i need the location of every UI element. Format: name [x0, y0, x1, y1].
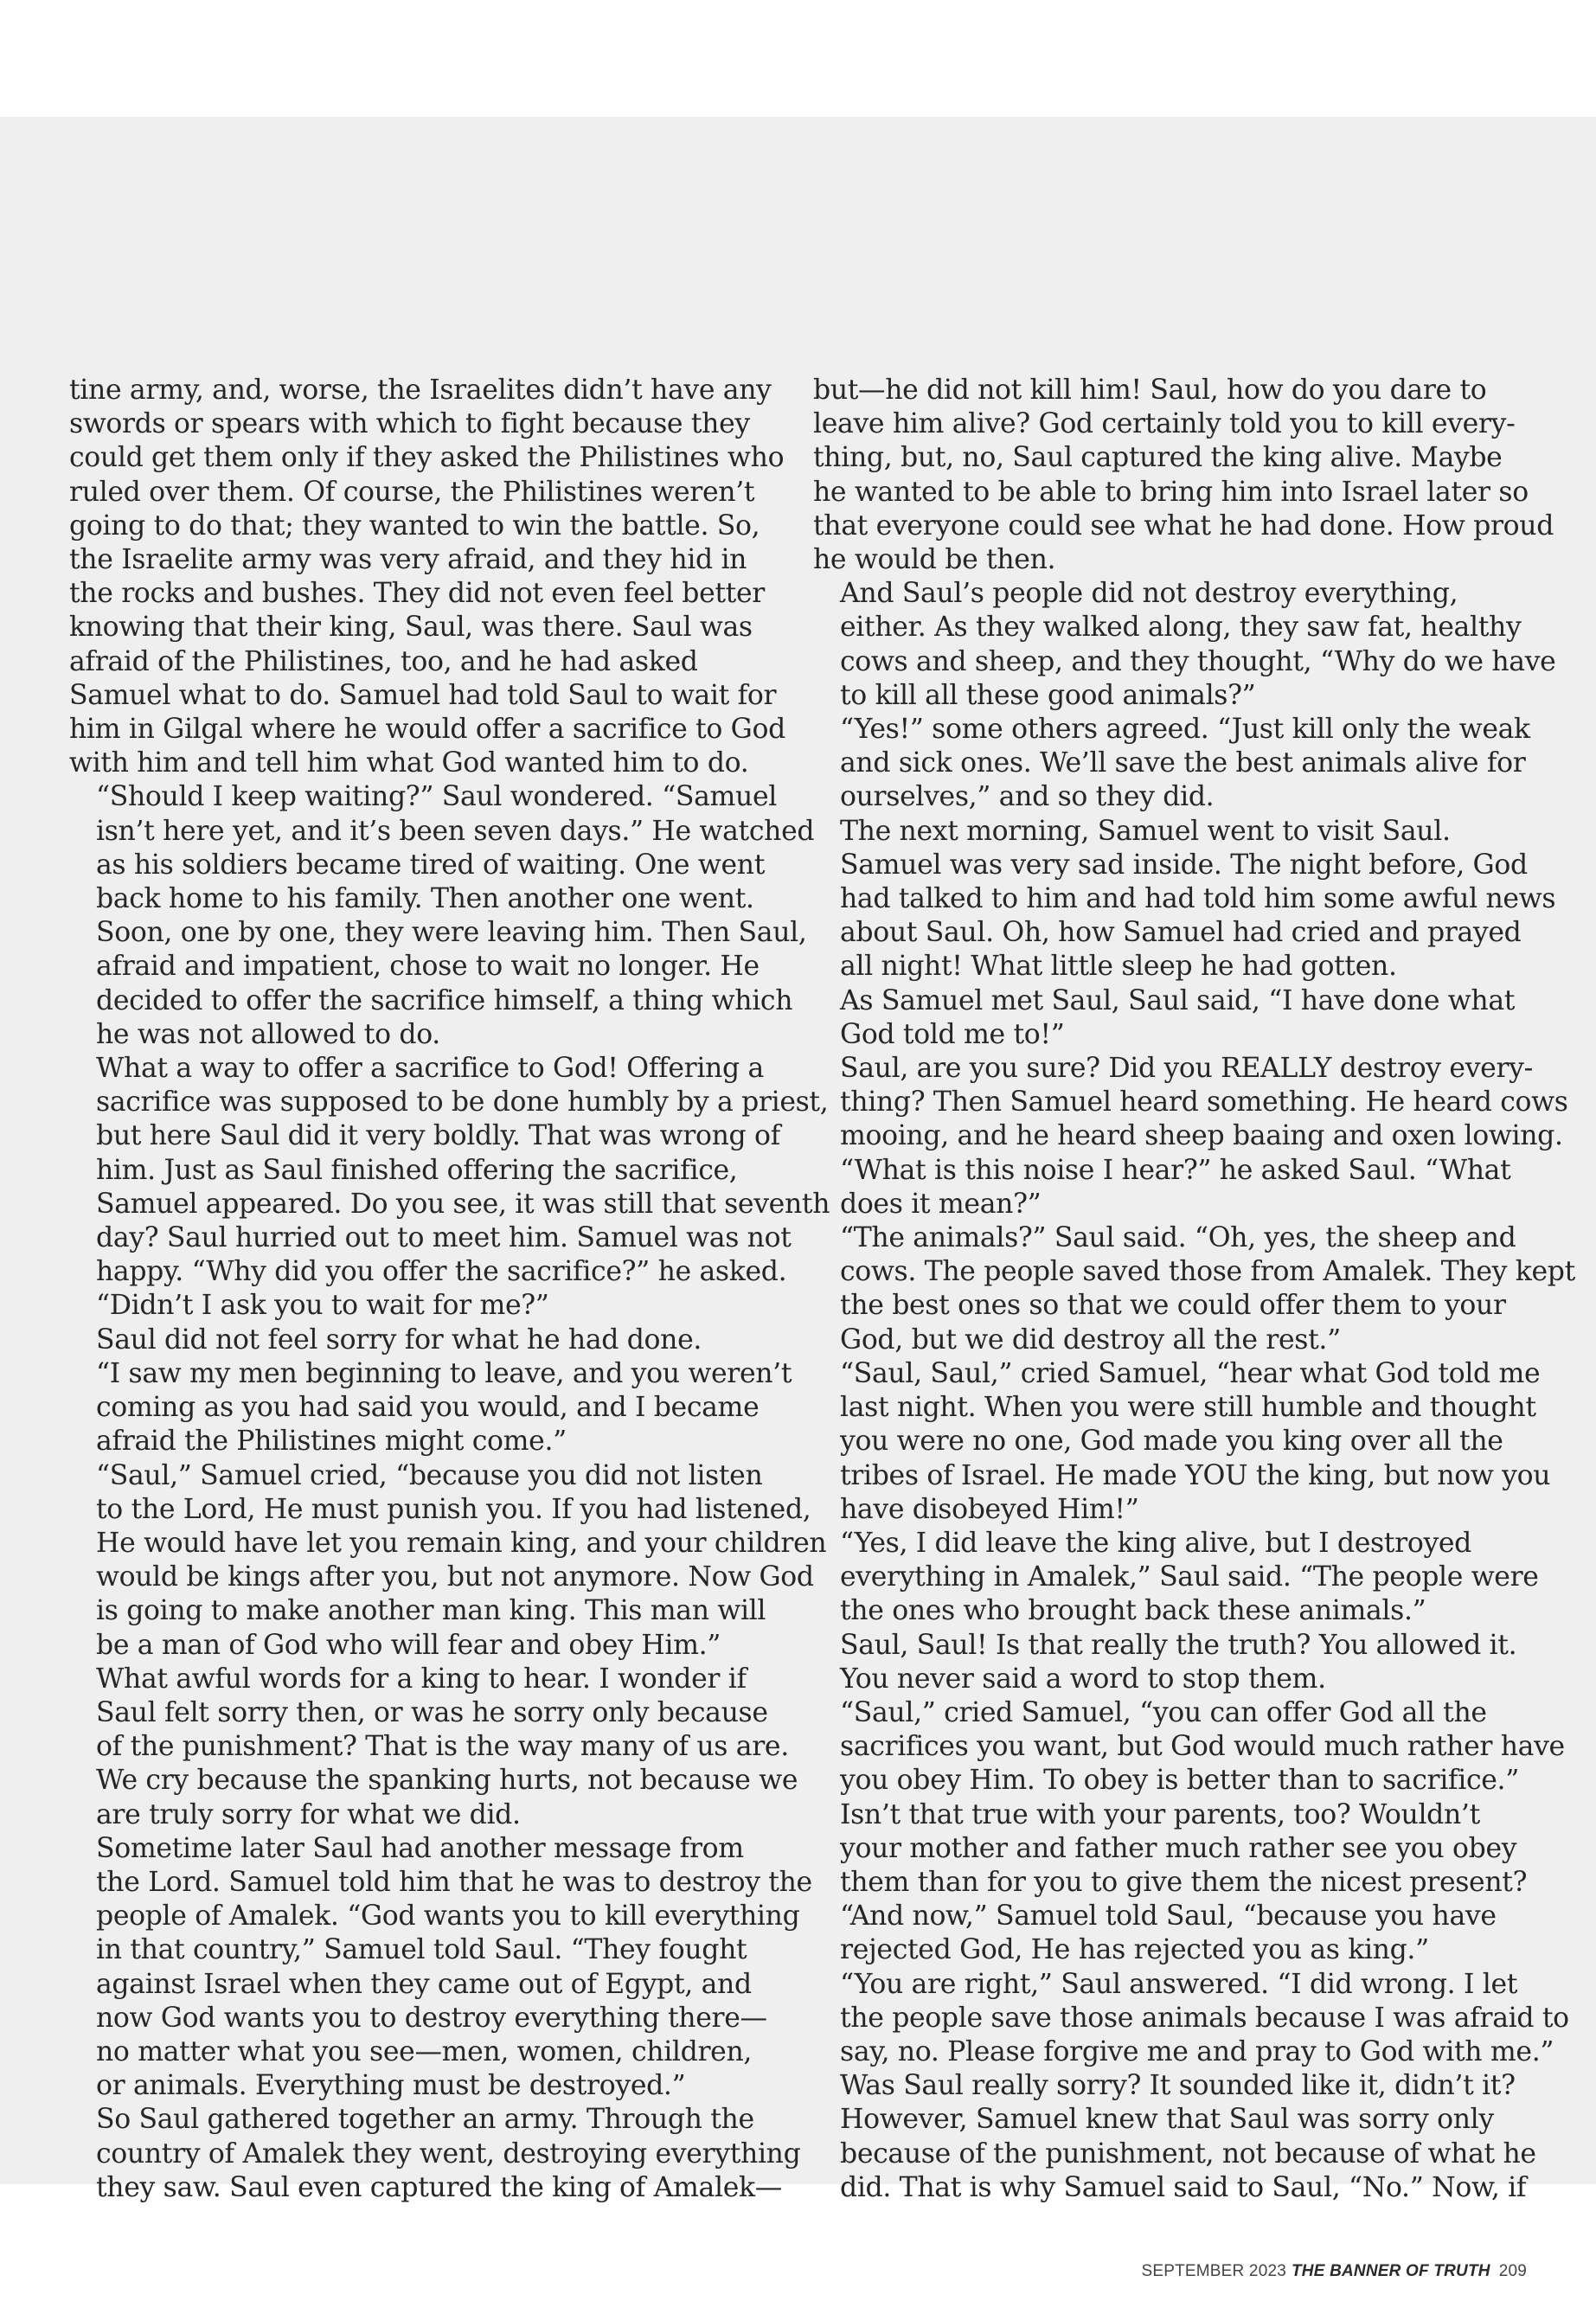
text-line: “Should I keep waiting?” Saul wondered. “Samuel [96, 781, 778, 813]
text-line: no matter what you see—men, women, children, [96, 2035, 753, 2067]
text-line: Was Saul really sorry? It sounded like it, didn’t it? [840, 2070, 1516, 2102]
text-line: And Saul’s people did not destroy everything, [840, 578, 1458, 610]
text-line: them than for you to give them the nicest present? [840, 1866, 1528, 1898]
text-line: Samuel was very sad inside. The night before, God [840, 849, 1528, 881]
page-footer [1141, 2262, 1527, 2281]
text-line: is going to make another man king. This man will [96, 1595, 766, 1627]
text-line: him in Gilgal where he would offer a sacrifice to God [69, 714, 785, 746]
text-line: happy. “Why did you offer the sacrifice?” he asked. [96, 1256, 787, 1288]
text-line: Isn’t that true with your parents, too? Wouldn’t [840, 1798, 1480, 1830]
article-paragraph [813, 1900, 1518, 1967]
text-line: now God wants you to destroy everything there— [96, 2002, 767, 2034]
text-line: afraid of the Philistines, too, and he had asked [69, 645, 698, 677]
text-line: of the punishment? That is the way many of us are. [96, 1731, 789, 1763]
article-paragraph [69, 1324, 792, 1459]
text-line: are truly sorry for what we did. [96, 1798, 521, 1830]
text-line: So Saul gathered together an army. Through the [96, 2104, 754, 2136]
text-line: leave him alive? God certainly told you to kill every- [813, 408, 1516, 440]
text-line: in that country,” Samuel told Saul. “They fought [96, 1934, 747, 1966]
text-line: that everyone could see what he had done. How proud [813, 510, 1554, 542]
text-line: the rocks and bushes. They did not even feel better [69, 578, 765, 610]
text-line: would be kings after you, but not anymore. Now God [96, 1561, 814, 1593]
text-line: cows. The people saved those from Amalek. They kept [840, 1256, 1575, 1288]
text-line: coming as you had said you would, and I became [96, 1392, 760, 1424]
text-line: or animals. Everything must be destroyed.” [96, 2070, 686, 2102]
text-line: “You are right,” Saul answered. “I did wrong. I let [840, 1968, 1518, 2000]
article-paragraph [813, 1221, 1575, 1357]
text-line: say, no. Please forgive me and pray to God with me.” [840, 2035, 1554, 2067]
text-line: country of Amalek they went, destroying everything [96, 2138, 801, 2170]
text-line: he wanted to be able to bring him into Israel later so [813, 476, 1529, 508]
article-paragraph [69, 2103, 801, 2205]
text-line: the Israelite army was very afraid, and they hid in [69, 544, 747, 576]
text-line: all night! What little sleep he had gotten. [840, 951, 1397, 983]
text-line: sacrifice was supposed to be done humbly by a priest, [96, 1086, 829, 1118]
text-line: ourselves,” and so they did. [840, 781, 1215, 813]
text-line: but—he did not kill him! Saul, how do you dare to [813, 375, 1487, 406]
article-paragraph [69, 780, 815, 1052]
article-paragraph [69, 374, 785, 780]
article-paragraph [813, 1798, 1528, 1900]
text-line: everything in Amalek,” Saul said. “The people were [840, 1561, 1539, 1593]
article-paragraph [813, 713, 1530, 815]
text-line: Samuel appeared. Do you see, it was still that seventh [96, 1188, 830, 1220]
text-line: had talked to him and had told him some awful news [840, 883, 1556, 915]
text-line: does it mean?” [840, 1188, 1042, 1220]
article-paragraph [813, 1629, 1518, 1696]
text-line: “Saul, Saul,” cried Samuel, “hear what God told me [840, 1357, 1541, 1389]
text-line: You never said a word to stop them. [840, 1663, 1326, 1695]
article-paragraph [69, 1052, 830, 1324]
text-line: afraid and impatient, chose to wait no longer. He [96, 951, 760, 983]
text-line: the Lord. Samuel told him that he was to destroy the [96, 1866, 812, 1898]
text-line: as his soldiers became tired of waiting. One went [96, 849, 766, 881]
text-line: did. That is why Samuel said to Saul, “No.” Now, if [840, 2171, 1527, 2203]
text-line: “I saw my men beginning to leave, and you weren’t [96, 1357, 792, 1389]
text-line: the people save those animals because I was afraid to [840, 2002, 1569, 2034]
text-line: he was not allowed to do. [96, 1018, 440, 1050]
text-line: What awful words for a king to hear. I wonder if [96, 1663, 747, 1695]
text-line: “What is this noise I hear?” he asked Saul. “What [840, 1154, 1511, 1186]
text-line: Soon, one by one, they were leaving him. Then Saul, [96, 917, 807, 949]
text-line: be a man of God who will fear and obey Him.” [96, 1629, 721, 1661]
text-line: However, Samuel knew that Saul was sorry only [840, 2104, 1494, 2136]
article-column-right [813, 374, 1575, 2205]
text-line: people of Amalek. “God wants you to kill everything [96, 1900, 800, 1932]
text-line: “The animals?” Saul said. “Oh, yes, the sheep and [840, 1222, 1516, 1254]
text-line: ruled over them. Of course, the Philistines weren’t [69, 476, 755, 508]
text-line: but here Saul did it very boldly. That was wrong of [96, 1120, 780, 1152]
text-line: with him and tell him what God wanted him to do. [69, 747, 749, 779]
text-line: could get them only if they asked the Philistines who [69, 442, 785, 474]
article-paragraph [813, 1968, 1569, 2070]
page-number: 209 [1498, 2262, 1527, 2280]
article-paragraph [69, 1459, 827, 1663]
article-paragraph [813, 1357, 1551, 1527]
text-line: “Yes, I did leave the king alive, but I destroyed [840, 1527, 1471, 1559]
text-line: to kill all these good animals?” [840, 679, 1256, 711]
text-line: What a way to offer a sacrifice to God! Offering a [96, 1053, 764, 1085]
text-line: tribes of Israel. He made YOU the king, but now you [840, 1459, 1551, 1491]
article-paragraph [813, 1052, 1568, 1154]
text-line: either. As they walked along, they saw fat, healthy [840, 612, 1522, 644]
text-line: rejected God, He has rejected you as king.” [840, 1934, 1429, 1966]
text-line: tine army, and, worse, the Israelites didn’t have any [69, 375, 772, 406]
text-line: Saul, are you sure? Did you REALLY destroy every- [840, 1053, 1533, 1085]
magazine-title: THE BANNER OF TRUTH [1292, 2262, 1490, 2280]
text-line: your mother and father much rather see you obey [840, 1832, 1517, 1864]
text-line: As Samuel met Saul, Saul said, “I have done what [840, 984, 1516, 1016]
text-line: he would be then. [813, 544, 1056, 576]
article-paragraph [69, 1832, 812, 2104]
text-line: Samuel what to do. Samuel had told Saul to wait for [69, 679, 777, 711]
text-line: against Israel when they came out of Egypt, and [96, 1968, 752, 2000]
text-line: Saul, Saul! Is that really the truth? You allowed it. [840, 1629, 1517, 1661]
text-line: going to do that; they wanted to win the battle. So, [69, 510, 760, 542]
text-line: “Yes!” some others agreed. “Just kill only the weak [840, 714, 1530, 746]
text-line: cows and sheep, and they thought, “Why do we have [840, 645, 1556, 677]
text-line: have disobeyed Him!” [840, 1493, 1139, 1525]
article-paragraph [813, 1696, 1565, 1798]
text-line: “Didn’t I ask you to wait for me?” [96, 1290, 549, 1322]
text-line: swords or spears with which to fight because they [69, 408, 750, 440]
text-line: back home to his family. Then another one went. [96, 883, 754, 915]
text-line: you obey Him. To obey is better than to sacrifice.” [840, 1765, 1519, 1797]
article-column-left [69, 374, 830, 2205]
article-paragraph [813, 374, 1554, 577]
text-line: knowing that their king, Saul, was there. Saul was [69, 612, 753, 644]
text-line: day? Saul hurried out to meet him. Samuel was not [96, 1222, 792, 1254]
text-line: you were no one, God made you king over all the [840, 1426, 1503, 1458]
text-line: He would have let you remain king, and your children [96, 1527, 827, 1559]
text-line: last night. When you were still humble and thought [840, 1392, 1536, 1424]
article-paragraph [69, 1663, 798, 1832]
text-line: the best ones so that we could offer them to your [840, 1290, 1506, 1322]
issue-date: SEPTEMBER 2023 [1141, 2262, 1286, 2280]
text-line: the ones who brought back these animals.” [840, 1595, 1426, 1627]
text-line: they saw. Saul even captured the king of Amalek— [96, 2171, 782, 2203]
text-line: Sometime later Saul had another message from [96, 1832, 744, 1864]
text-line: because of the punishment, not because of what he [840, 2138, 1536, 2170]
text-line: sacrifices you want, but God would much rather have [840, 1731, 1565, 1763]
text-line: thing, but, no, Saul captured the king alive. Maybe [813, 442, 1503, 474]
text-line: mooing, and he heard sheep baaing and oxen lowing. [840, 1120, 1563, 1152]
text-line: The next morning, Samuel went to visit Saul. [840, 815, 1451, 847]
text-line: God, but we did destroy all the rest.” [840, 1324, 1341, 1356]
article-paragraph [813, 2069, 1536, 2205]
text-line: God told me to!” [840, 1018, 1065, 1050]
article-paragraph [813, 1154, 1518, 1221]
article-paragraph [813, 577, 1556, 713]
text-line: We cry because the spanking hurts, not because we [96, 1765, 798, 1797]
text-line: and sick ones. We’ll save the best animals alive for [840, 747, 1526, 779]
text-line: Saul did not feel sorry for what he had done. [96, 1324, 702, 1356]
text-line: decided to offer the sacrifice himself, a thing which [96, 984, 793, 1016]
text-line: to the Lord, He must punish you. If you had listened, [96, 1493, 811, 1525]
text-line: afraid the Philistines might come.” [96, 1426, 567, 1458]
text-line: “And now,” Samuel told Saul, “because you have [840, 1900, 1497, 1932]
article-paragraph [813, 984, 1518, 1052]
text-line: “Saul,” cried Samuel, “you can offer God all the [840, 1696, 1487, 1728]
text-line: isn’t here yet, and it’s been seven days.” He watched [96, 815, 815, 847]
text-line: about Saul. Oh, how Samuel had cried and prayed [840, 917, 1522, 949]
article-paragraph [813, 815, 1556, 984]
article-paragraph [813, 1527, 1539, 1629]
text-line: Saul felt sorry then, or was he sorry only because [96, 1696, 768, 1728]
text-line: thing? Then Samuel heard something. He heard cows [840, 1086, 1568, 1118]
magazine-page [0, 117, 1596, 2280]
text-line: “Saul,” Samuel cried, “because you did not listen [96, 1459, 763, 1491]
text-line: him. Just as Saul finished offering the sacrifice, [96, 1154, 738, 1186]
